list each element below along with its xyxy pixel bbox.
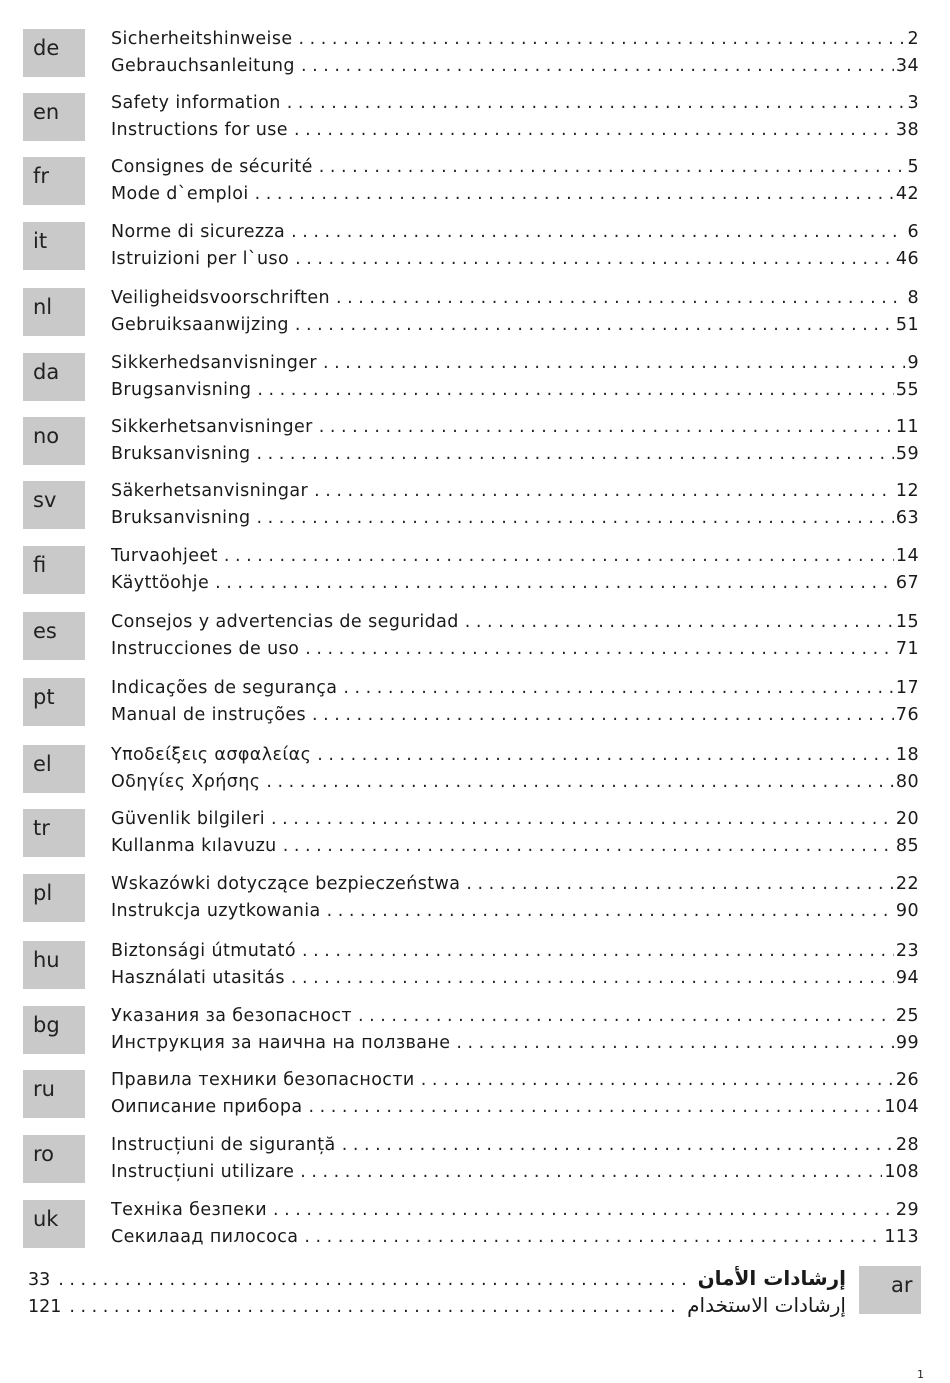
toc-entry[interactable]	[111, 678, 919, 704]
entry-title: Consejos y advertencias de seguridad	[111, 612, 459, 632]
toc-entry[interactable]	[111, 836, 919, 862]
dot-leader	[271, 809, 894, 829]
language-tab: hu	[23, 941, 85, 989]
entry-title: Istruizioni per l`uso	[111, 249, 290, 269]
entry-title: Instrukcja uzytkowania	[111, 901, 321, 921]
toc-section-sv	[0, 481, 950, 529]
entry-title: Güvenlik bilgileri	[111, 809, 265, 829]
language-tab: ar	[859, 1266, 921, 1314]
entry-page: 25	[895, 1006, 919, 1026]
entry-page: 85	[895, 836, 919, 856]
entry-page: 23	[895, 941, 919, 961]
dot-leader	[342, 1135, 894, 1155]
entry-page: 2	[907, 29, 919, 49]
dot-leader	[343, 678, 894, 698]
entry-page: 15	[895, 612, 919, 632]
toc-entry[interactable]	[111, 941, 919, 967]
dot-leader	[304, 1227, 882, 1247]
entry-page: 59	[895, 444, 919, 464]
dot-leader	[309, 1097, 883, 1117]
toc-entry[interactable]	[111, 444, 919, 470]
entry-title: إرشادات الأمان	[697, 1266, 846, 1290]
toc-section-fr	[0, 157, 950, 205]
dot-leader	[319, 157, 906, 177]
language-tab: uk	[23, 1200, 85, 1248]
entry-title: Gebruiksaanwijzing	[111, 315, 289, 335]
entry-page: 5	[907, 157, 919, 177]
dot-leader	[358, 1006, 894, 1026]
dot-leader	[256, 444, 893, 464]
entry-page: 63	[895, 508, 919, 528]
entry-page: 38	[895, 120, 919, 140]
entry-title: Указания за безопасност	[111, 1006, 353, 1026]
toc-section-it	[0, 222, 950, 270]
toc-section-el	[0, 745, 950, 793]
language-tab: de	[23, 29, 85, 77]
entry-page: 55	[895, 380, 919, 400]
dot-leader	[301, 56, 894, 76]
entry-page: 9	[907, 353, 919, 373]
dot-leader	[283, 836, 894, 856]
toc-entry[interactable]	[111, 772, 919, 798]
entry-title: Safety information	[111, 93, 281, 113]
dot-leader	[58, 1270, 689, 1290]
dot-leader	[69, 1297, 679, 1317]
dot-leader	[314, 481, 894, 501]
entry-title: Gebrauchsanleitung	[111, 56, 295, 76]
entry-title: Sikkerhetsanvisninger	[111, 417, 313, 437]
toc-entry[interactable]	[111, 184, 919, 210]
entry-page: 17	[895, 678, 919, 698]
toc-section-da	[0, 353, 950, 401]
dot-leader	[466, 874, 894, 894]
entry-page: 11	[895, 417, 919, 437]
toc-section-ru	[0, 1070, 950, 1118]
entry-page: 29	[895, 1200, 919, 1220]
language-tab: pl	[23, 874, 85, 922]
entry-title: Bruksanvisning	[111, 508, 251, 528]
dot-leader	[336, 288, 905, 308]
toc-section-pt	[0, 678, 950, 726]
toc-entry[interactable]	[111, 1200, 919, 1226]
toc-entry[interactable]	[111, 809, 919, 835]
toc-section-pl	[0, 874, 950, 922]
language-tab: tr	[23, 809, 85, 857]
toc-entry[interactable]	[28, 1266, 846, 1292]
entry-title: Sikkerhedsanvisninger	[111, 353, 318, 373]
toc-entry[interactable]	[111, 705, 919, 731]
entry-title: Manual de instruções	[111, 705, 307, 725]
toc-entry[interactable]	[111, 745, 919, 771]
entry-title: Инструкция за наична на ползване	[111, 1033, 451, 1053]
dot-leader	[312, 705, 894, 725]
dot-leader	[291, 968, 894, 988]
toc-section-tr	[0, 809, 950, 857]
entry-page: 121	[28, 1297, 62, 1317]
toc-entry[interactable]	[111, 353, 919, 379]
entry-title: Instrucțiuni utilizare	[111, 1162, 295, 1182]
entry-page: 94	[895, 968, 919, 988]
language-tab: ro	[23, 1135, 85, 1183]
dot-leader	[266, 772, 894, 792]
entry-title: Indicações de segurança	[111, 678, 338, 698]
entry-title: Säkerhetsanvisningar	[111, 481, 309, 501]
dot-leader	[257, 380, 894, 400]
language-tab: fi	[23, 546, 85, 594]
entry-title: Turvaohjeet	[111, 546, 218, 566]
entry-page: 26	[895, 1070, 919, 1090]
entry-title: Veiligheidsvoorschriften	[111, 288, 331, 308]
toc-entry[interactable]	[28, 1293, 846, 1319]
toc-entry[interactable]	[111, 901, 919, 927]
entry-title: Техніка безпеки	[111, 1200, 267, 1220]
toc-entry[interactable]	[111, 1006, 919, 1032]
entry-page: 99	[895, 1033, 919, 1053]
entry-title: Секилаад пилососа	[111, 1227, 299, 1247]
language-tab: pt	[23, 678, 85, 726]
entry-page: 22	[895, 874, 919, 894]
entry-title: Mode d`emploi	[111, 184, 249, 204]
dot-leader	[299, 29, 906, 49]
entry-page: 18	[895, 745, 919, 765]
entry-title: Brugsanvisning	[111, 380, 252, 400]
entry-title: Bruksanvisning	[111, 444, 251, 464]
toc-entry[interactable]	[111, 573, 919, 599]
dot-leader	[456, 1033, 894, 1053]
language-tab: it	[23, 222, 85, 270]
entry-title: Wskazówki dotyczące bezpieczeństwa	[111, 874, 461, 894]
entry-title: Instructions for use	[111, 120, 288, 140]
entry-title: Sicherheitshinweise	[111, 29, 293, 49]
toc-section-en	[0, 93, 950, 141]
entry-page: 104	[884, 1097, 919, 1117]
entry-page: 90	[895, 901, 919, 921]
entry-title: Kullanma kılavuzu	[111, 836, 277, 856]
entry-title: Οδηγίες Χρήσης	[111, 772, 261, 792]
dot-leader	[224, 546, 894, 566]
entry-page: 3	[907, 93, 919, 113]
entry-title: Instrucțiuni de siguranță	[111, 1135, 336, 1155]
toc-section-ar	[0, 1266, 950, 1326]
toc-section-uk	[0, 1200, 950, 1248]
toc-entry[interactable]	[111, 1097, 919, 1123]
entry-page: 28	[895, 1135, 919, 1155]
language-tab: ru	[23, 1070, 85, 1118]
language-tab: bg	[23, 1006, 85, 1054]
toc-entry[interactable]	[111, 93, 919, 119]
toc-section-no	[0, 417, 950, 465]
dot-leader	[300, 1162, 882, 1182]
language-tab: no	[23, 417, 85, 465]
entry-title: Käyttöohje	[111, 573, 210, 593]
dot-leader	[291, 222, 905, 242]
dot-leader	[305, 639, 894, 659]
toc-entry[interactable]	[111, 874, 919, 900]
toc-entry[interactable]	[111, 380, 919, 406]
dot-leader	[319, 417, 894, 437]
entry-page: 20	[895, 809, 919, 829]
toc-entry[interactable]	[111, 1135, 919, 1161]
toc-entry[interactable]	[111, 56, 919, 82]
toc-entry[interactable]	[111, 1033, 919, 1059]
toc-entry[interactable]	[111, 1070, 919, 1096]
entry-title: إرشادات الاستخدام	[687, 1293, 846, 1317]
toc-entry[interactable]	[111, 612, 919, 638]
toc-entry[interactable]	[111, 481, 919, 507]
dot-leader	[327, 901, 894, 921]
dot-leader	[273, 1200, 894, 1220]
entry-title: Consignes de sécurité	[111, 157, 313, 177]
entry-page: 14	[895, 546, 919, 566]
language-tab: sv	[23, 481, 85, 529]
language-tab: nl	[23, 288, 85, 336]
entry-page: 46	[895, 249, 919, 269]
dot-leader	[421, 1070, 894, 1090]
dot-leader	[302, 941, 894, 961]
toc-entry[interactable]	[111, 417, 919, 443]
entry-page: 42	[895, 184, 919, 204]
entry-page: 34	[895, 56, 919, 76]
dot-leader	[256, 508, 893, 528]
dot-leader	[287, 93, 906, 113]
entry-page: 8	[907, 288, 919, 308]
language-tab: es	[23, 612, 85, 660]
dot-leader	[255, 184, 894, 204]
toc-section-hu	[0, 941, 950, 989]
entry-title: Υποδείξεις ασφαλείας	[111, 745, 312, 765]
page-number: 1	[917, 1368, 924, 1381]
toc-entry[interactable]	[111, 222, 919, 248]
toc-entry[interactable]	[111, 29, 919, 55]
toc-entry[interactable]	[111, 120, 919, 146]
language-tab: da	[23, 353, 85, 401]
toc-entry[interactable]	[111, 968, 919, 994]
toc-entry[interactable]	[111, 508, 919, 534]
entry-title: Használati utasitás	[111, 968, 285, 988]
toc-section-de	[0, 29, 950, 77]
dot-leader	[323, 353, 905, 373]
entry-page: 33	[28, 1270, 51, 1290]
dot-leader	[465, 612, 894, 632]
toc-entry[interactable]	[111, 1162, 919, 1188]
toc-section-es	[0, 612, 950, 660]
entry-page: 80	[895, 772, 919, 792]
entry-page: 71	[895, 639, 919, 659]
language-tab: en	[23, 93, 85, 141]
entry-title: Правила техники безопасности	[111, 1070, 415, 1090]
toc-entry[interactable]	[111, 315, 919, 341]
dot-leader	[295, 249, 894, 269]
toc-entry[interactable]	[111, 639, 919, 665]
entry-title: Оиписание прибора	[111, 1097, 303, 1117]
entry-page: 12	[895, 481, 919, 501]
entry-page: 108	[884, 1162, 919, 1182]
entry-title: Instrucciones de uso	[111, 639, 300, 659]
toc-section-nl	[0, 288, 950, 336]
toc-section-ro	[0, 1135, 950, 1183]
toc-section-fi	[0, 546, 950, 594]
toc-section-bg	[0, 1006, 950, 1054]
language-tab: fr	[23, 157, 85, 205]
entry-page: 76	[895, 705, 919, 725]
entry-page: 113	[884, 1227, 919, 1247]
dot-leader	[317, 745, 894, 765]
entry-title: Biztonsági útmutató	[111, 941, 296, 961]
toc-entry[interactable]	[111, 157, 919, 183]
toc-entry[interactable]	[111, 546, 919, 572]
toc-entry[interactable]	[111, 288, 919, 314]
entry-title: Norme di sicurezza	[111, 222, 286, 242]
dot-leader	[294, 120, 894, 140]
toc-entry[interactable]	[111, 1227, 919, 1253]
entry-page: 6	[907, 222, 919, 242]
language-tab: el	[23, 745, 85, 793]
dot-leader	[295, 315, 894, 335]
entry-page: 51	[895, 315, 919, 335]
dot-leader	[215, 573, 894, 593]
entry-page: 67	[895, 573, 919, 593]
toc-entry[interactable]	[111, 249, 919, 275]
